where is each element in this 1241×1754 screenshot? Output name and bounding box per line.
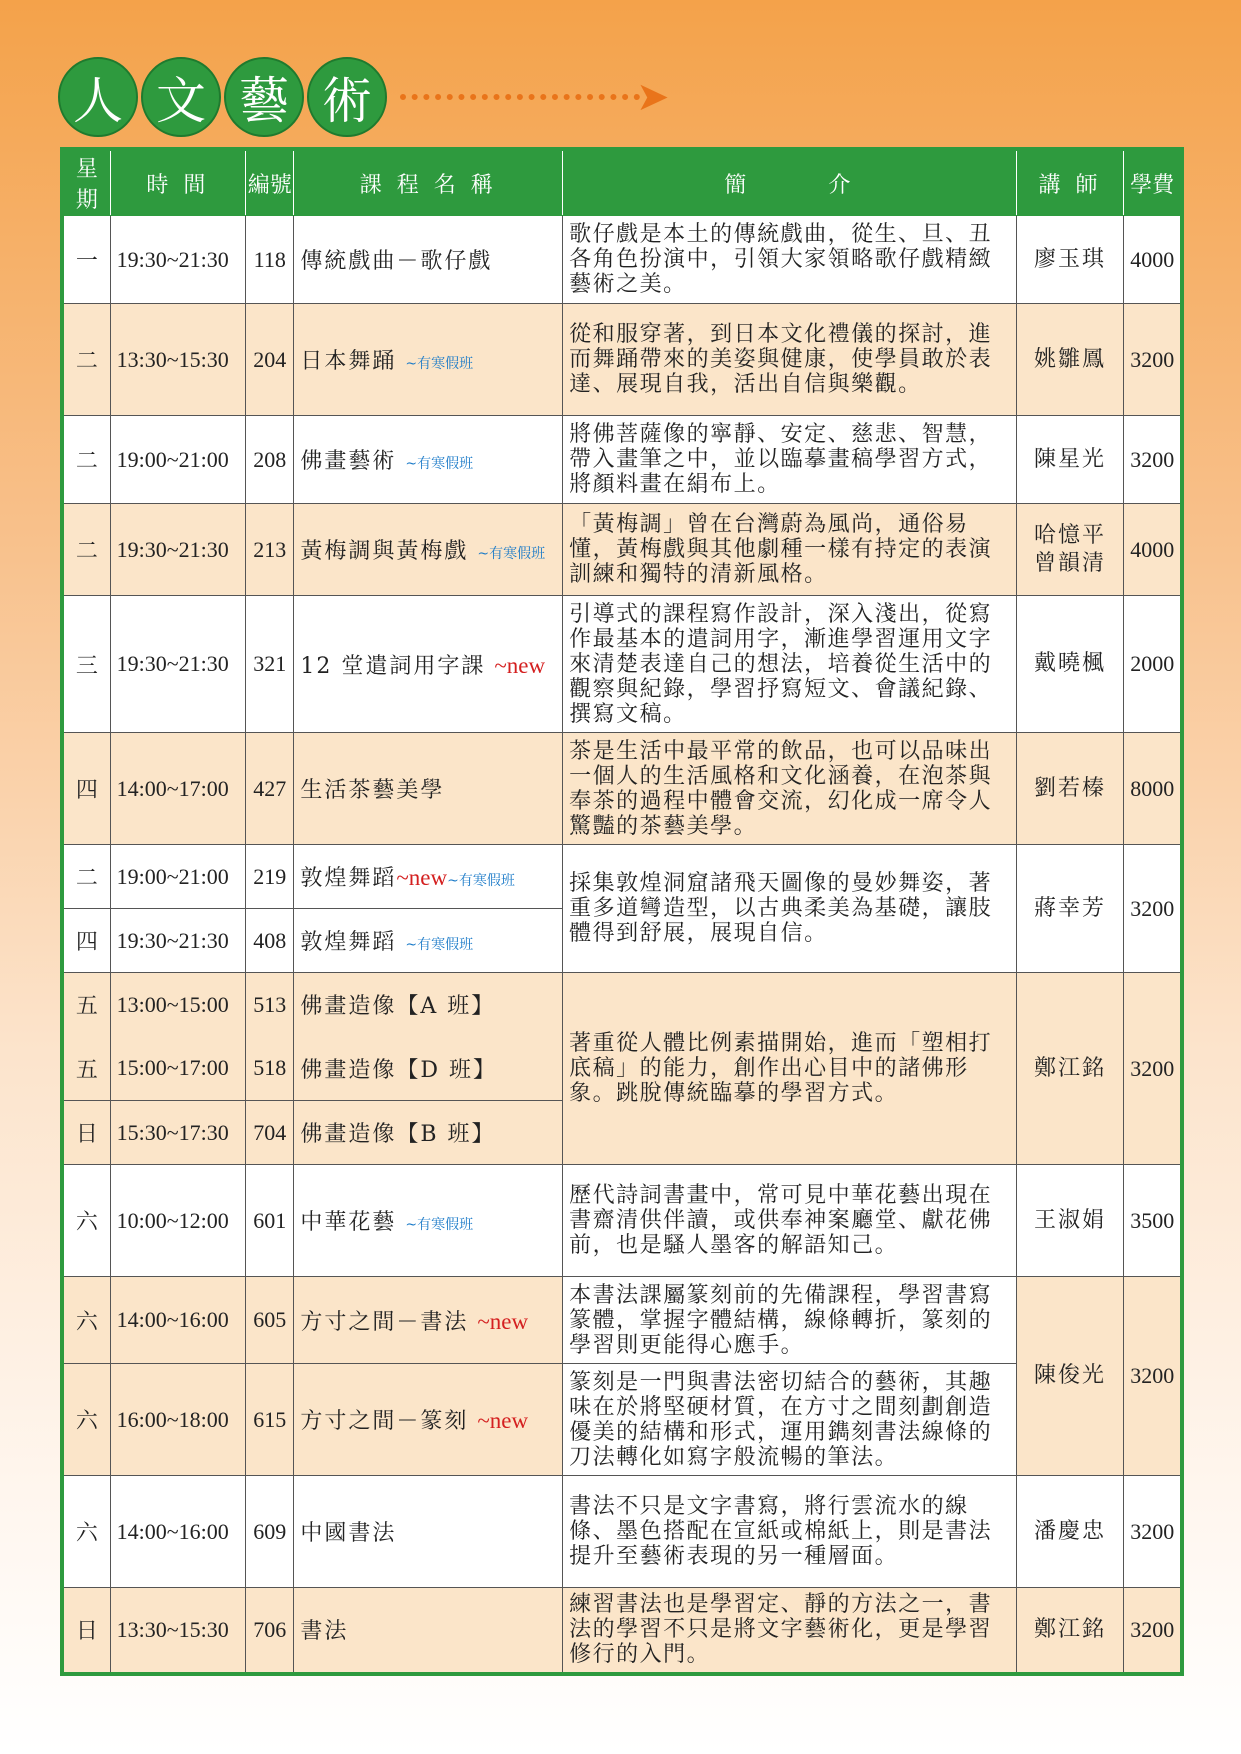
teacher: 鄭江銘 [1016,1588,1124,1674]
day: 五 [62,973,110,1037]
day: 四 [62,909,110,973]
course-name [294,416,563,504]
teacher: 姚雛鳳 [1016,304,1124,416]
course-name [294,596,563,733]
code: 321 [246,596,294,733]
course-name-text: 生活茶藝美學 [300,778,445,803]
table-header [62,149,1182,216]
col-time: 時 間 [110,149,246,216]
table-row [62,845,1182,909]
time: 14:00~17:00 [110,733,246,845]
code: 518 [246,1037,294,1101]
description: 引導式的課程寫作設計，深入淺出，從寫作最基本的遣詞用字，漸進學習運用文字來清楚表達自己的想法，培養從生活中的觀察與紀錄，學習抒寫短文、會議紀錄、撰寫文稿。 [563,596,1017,733]
description: 著重從人體比例素描開始，進而「塑相打底稿」的能力，創作出心目中的諸佛形象。跳脫傳統臨摹的學習方式。 [563,973,1017,1165]
arrow-right-icon: ➤ [636,74,670,120]
course-name: 佛畫造像【D 班】 [294,1037,563,1101]
teacher: 劉若榛 [1016,733,1124,845]
time: 13:30~15:30 [110,304,246,416]
course-name [294,1165,563,1277]
table-row [62,1364,1182,1476]
day: 日 [62,1588,110,1674]
table-row [62,1277,1182,1364]
course-name-text: 黃梅調與黃梅戲 [300,539,469,564]
course-name-text: 敦煌舞蹈 [300,866,397,891]
course-name-text: 日本舞踊 [300,349,397,374]
col-teacher: 講 師 [1016,149,1124,216]
course-name: 書法 [294,1588,563,1674]
course-name: 佛畫造像【B 班】 [294,1101,563,1165]
description: 歌仔戲是本土的傳統戲曲，從生、旦、丑各角色扮演中，引領大家領略歌仔戲精緻藝術之美。 [563,216,1017,304]
new-tag: ~new [477,1308,529,1334]
table-row [62,1588,1182,1674]
day: 四 [62,733,110,845]
code: 615 [246,1364,294,1476]
description: 歷代詩詞書畫中，常可見中華花藝出現在書齋清供伴讀，或供奉神案廳堂、獻花佛前，也是騷人墨客的解語知己。 [563,1165,1017,1277]
fee: 3200 [1124,1588,1182,1674]
course-name [294,845,563,909]
code: 118 [246,216,294,304]
course-name: 中國書法 [294,1476,563,1588]
day: 六 [62,1165,110,1277]
day: 六 [62,1277,110,1364]
table-row [62,304,1182,416]
time: 19:30~21:30 [110,909,246,973]
description: 茶是生活中最平常的飲品，也可以品味出一個人的生活風格和文化涵養，在泡茶與奉茶的過程中體會交流，幻化成一席令人驚豔的茶藝美學。 [563,733,1017,845]
table-row [62,216,1182,304]
title-char-3: 藝 [224,57,304,137]
table-row [62,973,1182,1037]
teacher: 戴曉楓 [1016,596,1124,733]
code: 609 [246,1476,294,1588]
teacher: 蔣幸芳 [1016,845,1124,973]
day: 三 [62,596,110,733]
description: 本書法課屬篆刻前的先備課程，學習書寫篆體，掌握字體結構，線條轉折，篆刻的學習則更能得心應手。 [563,1277,1017,1364]
teacher: 王淑娟 [1016,1165,1124,1277]
table-row [62,504,1182,596]
course-name-text: 方寸之間－篆刻 [300,1409,469,1434]
teacher: 鄭江銘 [1016,973,1124,1165]
course-name [294,909,563,973]
time: 15:00~17:00 [110,1037,246,1101]
fee: 3200 [1124,1277,1182,1476]
time: 19:00~21:00 [110,416,246,504]
col-day: 星期 [62,149,110,216]
dotted-line [400,94,640,100]
col-desc: 簡 介 [563,149,1017,216]
description: 從和服穿著，到日本文化禮儀的探討，進而舞踊帶來的美姿與健康，使學員敢於表達、展現自我，活出自信與樂觀。 [563,304,1017,416]
fee: 3500 [1124,1165,1182,1277]
description: 將佛菩薩像的寧靜、安定、慈悲、智慧，帶入畫筆之中，並以臨摹畫稿學習方式，將顏料畫在絹布上。 [563,416,1017,504]
title-char-1: 人 [58,57,138,137]
winter-class-tag: ~有寒假班 [405,1217,474,1233]
course-name-text: 方寸之間－書法 [300,1309,469,1335]
code: 208 [246,416,294,504]
new-tag: ~new [396,865,448,890]
fee: 3200 [1124,304,1182,416]
teacher: 潘慶忠 [1016,1476,1124,1588]
time: 19:30~21:30 [110,596,246,733]
title-char-4: 術 [307,57,387,137]
fee: 4000 [1124,504,1182,596]
time: 19:30~21:30 [110,504,246,596]
description: 練習書法也是學習定、靜的方法之一，書法的學習不只是將文字藝術化，更是學習修行的入門。 [563,1588,1017,1674]
course-name-text: 中華花藝 [300,1210,397,1235]
fee: 3200 [1124,1476,1182,1588]
course-name [294,1364,563,1476]
time: 19:00~21:00 [110,845,246,909]
day: 五 [62,1037,110,1101]
time: 15:30~17:30 [110,1101,246,1165]
section-title [58,56,670,138]
teacher: 陳俊光 [1016,1277,1124,1476]
day: 六 [62,1364,110,1476]
course-name [294,304,563,416]
winter-class-tag: ~有寒假班 [405,356,474,372]
day: 二 [62,304,110,416]
code: 408 [246,909,294,973]
course-name-text: 佛畫藝術 [300,449,397,474]
code: 605 [246,1277,294,1364]
description: 採集敦煌洞窟諸飛天圖像的曼妙舞姿，著重多道彎造型，以古典柔美為基礎，讓肢體得到舒展，展現自信。 [563,845,1017,973]
course-name-text: 傳統戲曲－歌仔戲 [300,249,493,274]
course-name-text: 12 堂遣詞用字課 [300,653,486,679]
code: 204 [246,304,294,416]
winter-class-tag: ~有寒假班 [405,456,474,472]
day: 一 [62,216,110,304]
table-row [62,1476,1182,1588]
winter-class-tag: ~有寒假班 [447,873,515,889]
new-tag: ~new [477,1408,529,1433]
code: 706 [246,1588,294,1674]
course-name-text: 敦煌舞蹈 [300,930,397,955]
time: 14:00~16:00 [110,1476,246,1588]
course-name [294,504,563,596]
col-code: 編號 [246,149,294,216]
col-name: 課 程 名 稱 [294,149,563,216]
code: 427 [246,733,294,845]
description: 篆刻是一門與書法密切結合的藝術，其趣味在於將堅硬材質，在方寸之間刻劃創造優美的結構和形式，運用鐫刻書法線條的刀法轉化如寫字般流暢的筆法。 [563,1364,1017,1476]
course-table [60,147,1184,1676]
code: 219 [246,845,294,909]
title-char-2: 文 [141,57,221,137]
description: 「黃梅調」曾在台灣蔚為風尚，通俗易懂，黃梅戲與其他劇種一樣有持定的表演訓練和獨特的清新風格。 [563,504,1017,596]
winter-class-tag: ~有寒假班 [477,546,546,562]
time: 13:30~15:30 [110,1588,246,1674]
code: 513 [246,973,294,1037]
day: 二 [62,845,110,909]
time: 14:00~16:00 [110,1277,246,1364]
teacher: 哈憶平 曾韻清 [1016,504,1124,596]
fee: 8000 [1124,733,1182,845]
code: 601 [246,1165,294,1277]
teacher: 陳星光 [1016,416,1124,504]
fee: 3200 [1124,973,1182,1165]
course-name [294,733,563,845]
winter-class-tag: ~有寒假班 [405,937,474,953]
fee: 3200 [1124,416,1182,504]
col-fee: 學費 [1124,149,1182,216]
description: 書法不只是文字書寫，將行雲流水的線條、墨色搭配在宣紙或棉紙上，則是書法提升至藝術表現的另一種層面。 [563,1476,1017,1588]
day: 日 [62,1101,110,1165]
fee: 3200 [1124,845,1182,973]
day: 六 [62,1476,110,1588]
table-row [62,596,1182,733]
new-tag: ~new [494,652,546,678]
table-row [62,733,1182,845]
day: 二 [62,416,110,504]
course-name: 佛畫造像【A 班】 [294,973,563,1037]
time: 10:00~12:00 [110,1165,246,1277]
time: 13:00~15:00 [110,973,246,1037]
code: 213 [246,504,294,596]
table-row [62,1165,1182,1277]
table-row [62,416,1182,504]
time: 16:00~18:00 [110,1364,246,1476]
fee: 2000 [1124,596,1182,733]
teacher: 廖玉琪 [1016,216,1124,304]
course-name [294,1277,563,1364]
course-name [294,216,563,304]
day: 二 [62,504,110,596]
time: 19:30~21:30 [110,216,246,304]
code: 704 [246,1101,294,1165]
fee: 4000 [1124,216,1182,304]
